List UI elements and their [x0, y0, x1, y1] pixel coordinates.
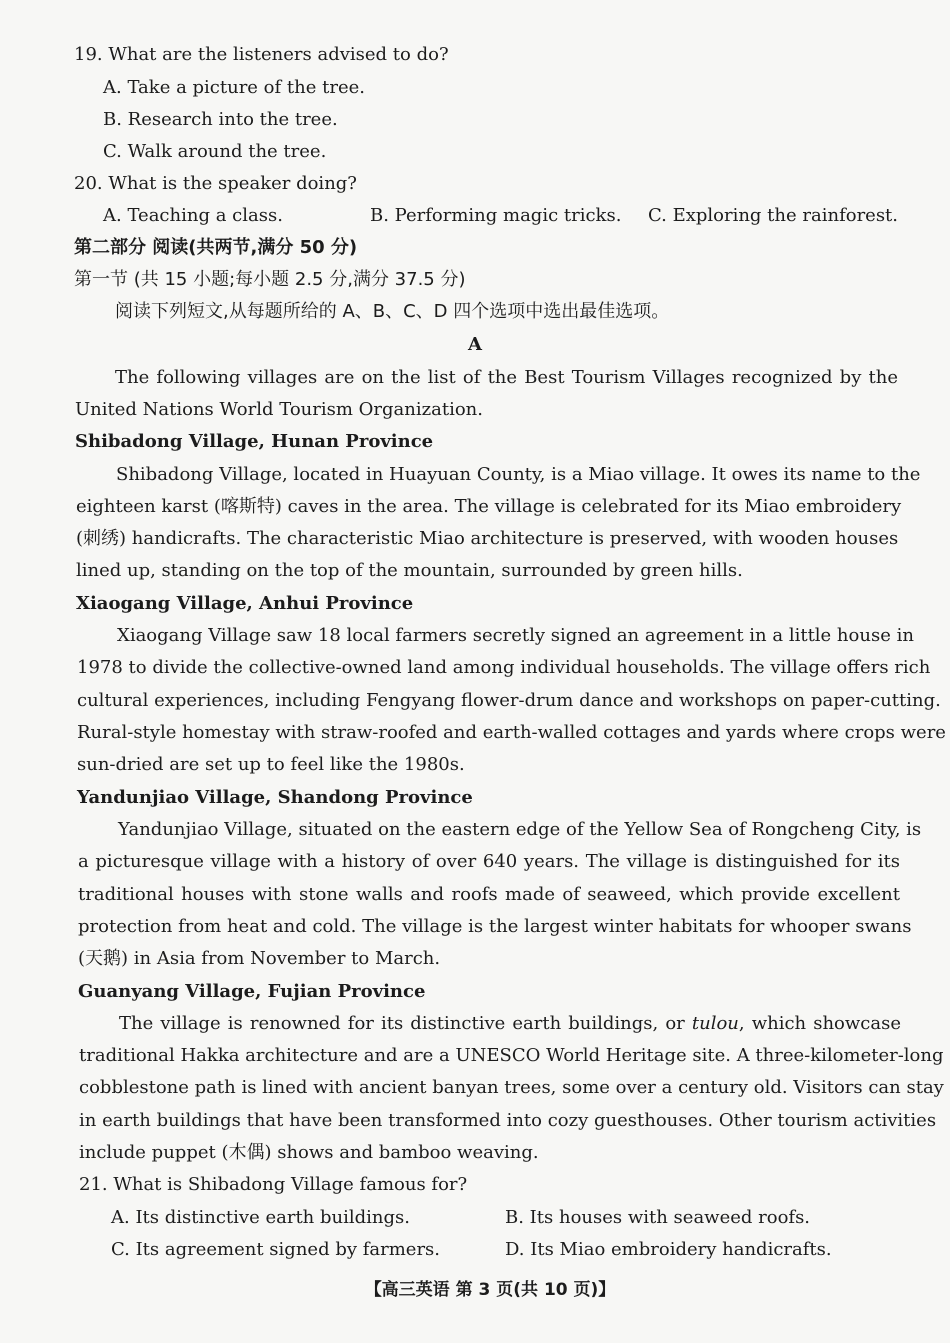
paragraph-line	[119, 1012, 901, 1036]
paragraph-line: Shibadong Village, located in Huayuan County, is a Miao village. It owes its name to the	[116, 464, 921, 485]
paragraph-line: lined up, standing on the top of the mountain, surrounded by green hills.	[76, 560, 743, 581]
q20-option-c: C. Exploring the rainforest.	[648, 205, 899, 226]
section1-title: 第一节 (共 15 小题;每小题 2.5 分,满分 37.5 分)	[74, 269, 466, 290]
italic-term-tulou: tulou	[691, 1013, 739, 1034]
paragraph-line: include puppet (木偶) shows and bamboo weaving.	[79, 1142, 539, 1163]
village-heading-shibadong: Shibadong Village, Hunan Province	[75, 431, 434, 452]
paragraph-line: cobblestone path is lined with ancient banyan trees, some over a century old. Visitors can stay	[79, 1077, 944, 1098]
paragraph-line: protection from heat and cold. The village is the largest winter habitats for whooper swans	[78, 916, 912, 937]
paragraph-line: (刺绣) handicrafts. The characteristic Miao architecture is preserved, with wooden houses	[76, 528, 899, 549]
part2-title: 第二部分 阅读(共两节,满分 50 分)	[74, 237, 358, 258]
q19-option-b: B. Research into the tree.	[103, 109, 338, 130]
paragraph-line: in earth buildings that have been transformed into cozy guesthouses. Other tourism activities	[79, 1110, 937, 1131]
q19-stem: 19. What are the listeners advised to do?	[74, 44, 449, 65]
passage-label: A	[468, 334, 482, 355]
paragraph-line: (天鹅) in Asia from November to March.	[78, 948, 441, 969]
q20-option-a: A. Teaching a class.	[103, 205, 283, 226]
q21-option-b: B. Its houses with seaweed roofs.	[505, 1207, 811, 1228]
q21-option-c: C. Its agreement signed by farmers.	[111, 1239, 441, 1260]
q21-stem: 21. What is Shibadong Village famous for?	[79, 1174, 468, 1195]
paragraph-text: , which showcase	[738, 1013, 901, 1034]
paragraph-line: Yandunjiao Village, situated on the eastern edge of the Yellow Sea of Rongcheng City, is	[118, 819, 922, 840]
q19-option-c: C. Walk around the tree.	[103, 141, 327, 162]
intro-line: The following villages are on the list of the Best Tourism Villages recognized by the	[115, 367, 898, 388]
paragraph-line: traditional houses with stone walls and roofs made of seaweed, which provide excellent	[78, 884, 900, 905]
paragraph-line: sun-dried are set up to feel like the 1980s.	[77, 754, 465, 775]
paragraph-line: cultural experiences, including Fengyang flower-drum dance and workshops on paper-cutting.	[77, 690, 941, 711]
q19-option-a: A. Take a picture of the tree.	[103, 77, 365, 98]
paragraph-line: a picturesque village with a history of over 640 years. The village is distinguished for its	[78, 851, 900, 872]
village-heading-xiaogang: Xiaogang Village, Anhui Province	[76, 593, 414, 614]
paragraph-line: traditional Hakka architecture and are a UNESCO World Heritage site. A three-kilometer-long	[79, 1045, 944, 1066]
q21-option-d: D. Its Miao embroidery handicrafts.	[505, 1239, 832, 1260]
paragraph-line: Rural-style homestay with straw-roofed and earth-walled cottages and yards where crops were	[77, 722, 946, 743]
reading-instruction: 阅读下列短文,从每题所给的 A、B、C、D 四个选项中选出最佳选项。	[115, 301, 670, 322]
village-heading-guanyang: Guanyang Village, Fujian Province	[78, 981, 426, 1002]
paragraph-line: Xiaogang Village saw 18 local farmers secretly signed an agreement in a little house in	[117, 625, 914, 646]
paragraph-line: eighteen karst (喀斯特) caves in the area. The village is celebrated for its Miao embroidery	[76, 496, 902, 517]
page-footer: 【高三英语 第 3 页(共 10 页)】	[364, 1280, 616, 1300]
q20-option-b: B. Performing magic tricks.	[370, 205, 622, 226]
village-heading-yandunjiao: Yandunjiao Village, Shandong Province	[77, 787, 473, 808]
q21-option-a: A. Its distinctive earth buildings.	[111, 1207, 410, 1228]
intro-line: United Nations World Tourism Organization.	[75, 399, 483, 420]
q20-stem: 20. What is the speaker doing?	[74, 173, 357, 194]
paragraph-text: The village is renowned for its distinctive earth buildings, or	[119, 1013, 685, 1034]
paragraph-line: 1978 to divide the collective-owned land among individual households. The village offers rich	[77, 657, 931, 678]
